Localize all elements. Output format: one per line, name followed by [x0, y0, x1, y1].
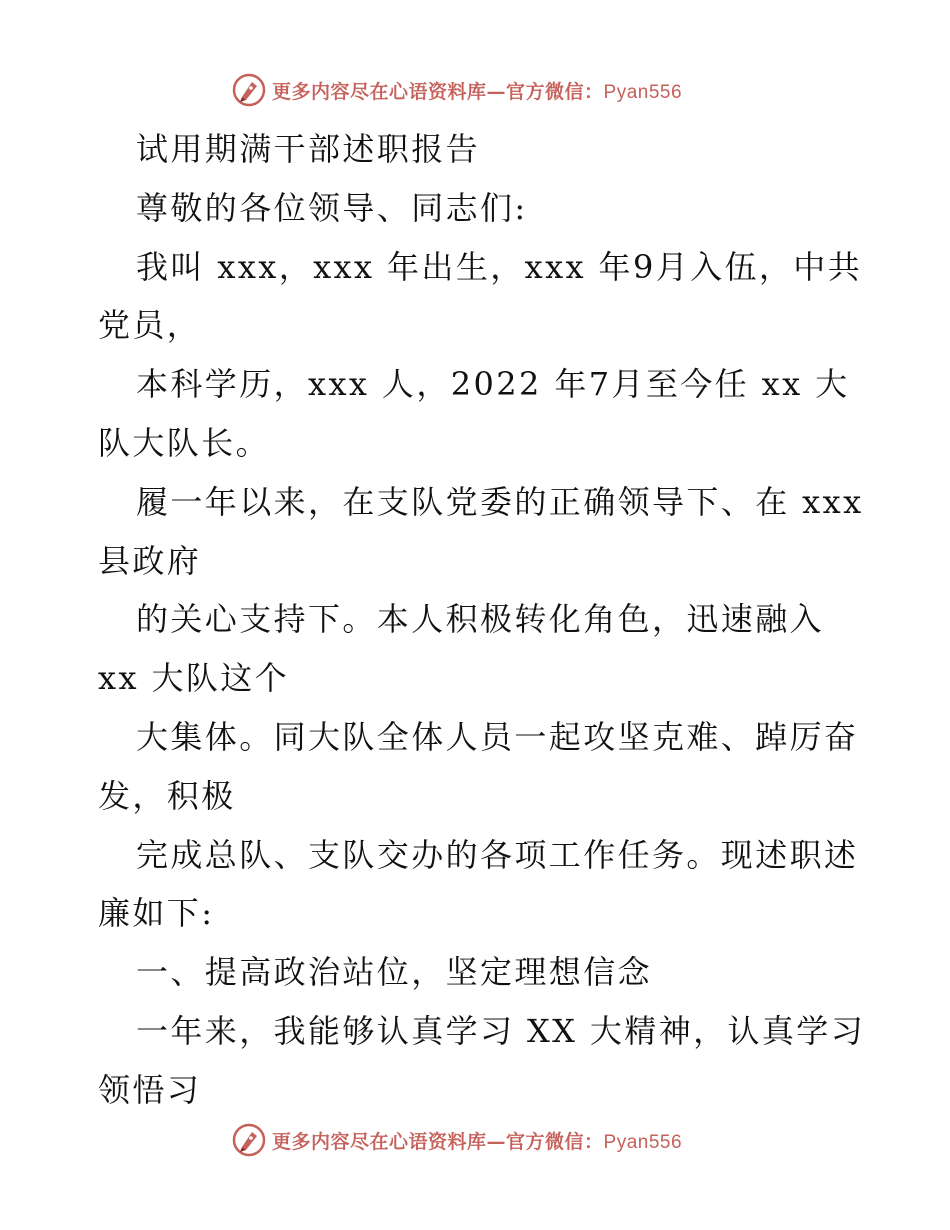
paragraph-line: 大集体。同大队全体人员一起攻坚克难、踔厉奋 [136, 717, 859, 756]
paragraph-line: 完成总队、支队交办的各项工作任务。现述职述 [136, 835, 859, 874]
header-banner-text: 更多内容尽在心语资料库—官方微信： [272, 80, 604, 103]
paragraph-line: 领悟习 [98, 1070, 202, 1109]
paragraph-line: 我叫 xxx，xxx 年出生，xxx 年9月入伍，中共 [136, 247, 863, 286]
footer-banner-text: 更多内容尽在心语资料库—官方微信： [272, 1130, 604, 1153]
paragraph-line: 党员， [98, 306, 202, 345]
paragraph-line: 发，积极 [98, 776, 236, 815]
footer-banner-wechat: Pyan556 [603, 1131, 683, 1153]
paragraph-line: 履一年以来，在支队党委的正确领导下、在 xxx [136, 482, 864, 521]
document-title: 试用期满干部述职报告 [136, 130, 481, 168]
document-body [98, 120, 866, 1120]
paragraph-line: 一年来，我能够认真学习 XX 大精神，认真学习 [136, 1011, 866, 1050]
footer-banner [232, 1122, 682, 1158]
salutation: 尊敬的各位领导、同志们: [136, 188, 528, 227]
pen-nib-logo-icon [232, 73, 266, 107]
paragraph-line: 的关心支持下。本人积极转化角色，迅速融入 [136, 600, 825, 639]
paragraph-line: xx 大队这个 [98, 659, 290, 698]
section-heading: 一、提高政治站位，坚定理想信念 [136, 953, 653, 992]
pen-nib-logo-icon [232, 1123, 266, 1157]
header-banner-wechat: Pyan556 [603, 81, 683, 103]
paragraph-line: 县政府 [98, 541, 202, 580]
paragraph-line: 廉如下: [98, 894, 215, 933]
paragraph-line: 队大队长。 [98, 423, 271, 462]
header-banner [232, 72, 682, 108]
paragraph-line: 本科学历，xxx 人，2022 年7月至今任 xx 大 [136, 365, 850, 404]
